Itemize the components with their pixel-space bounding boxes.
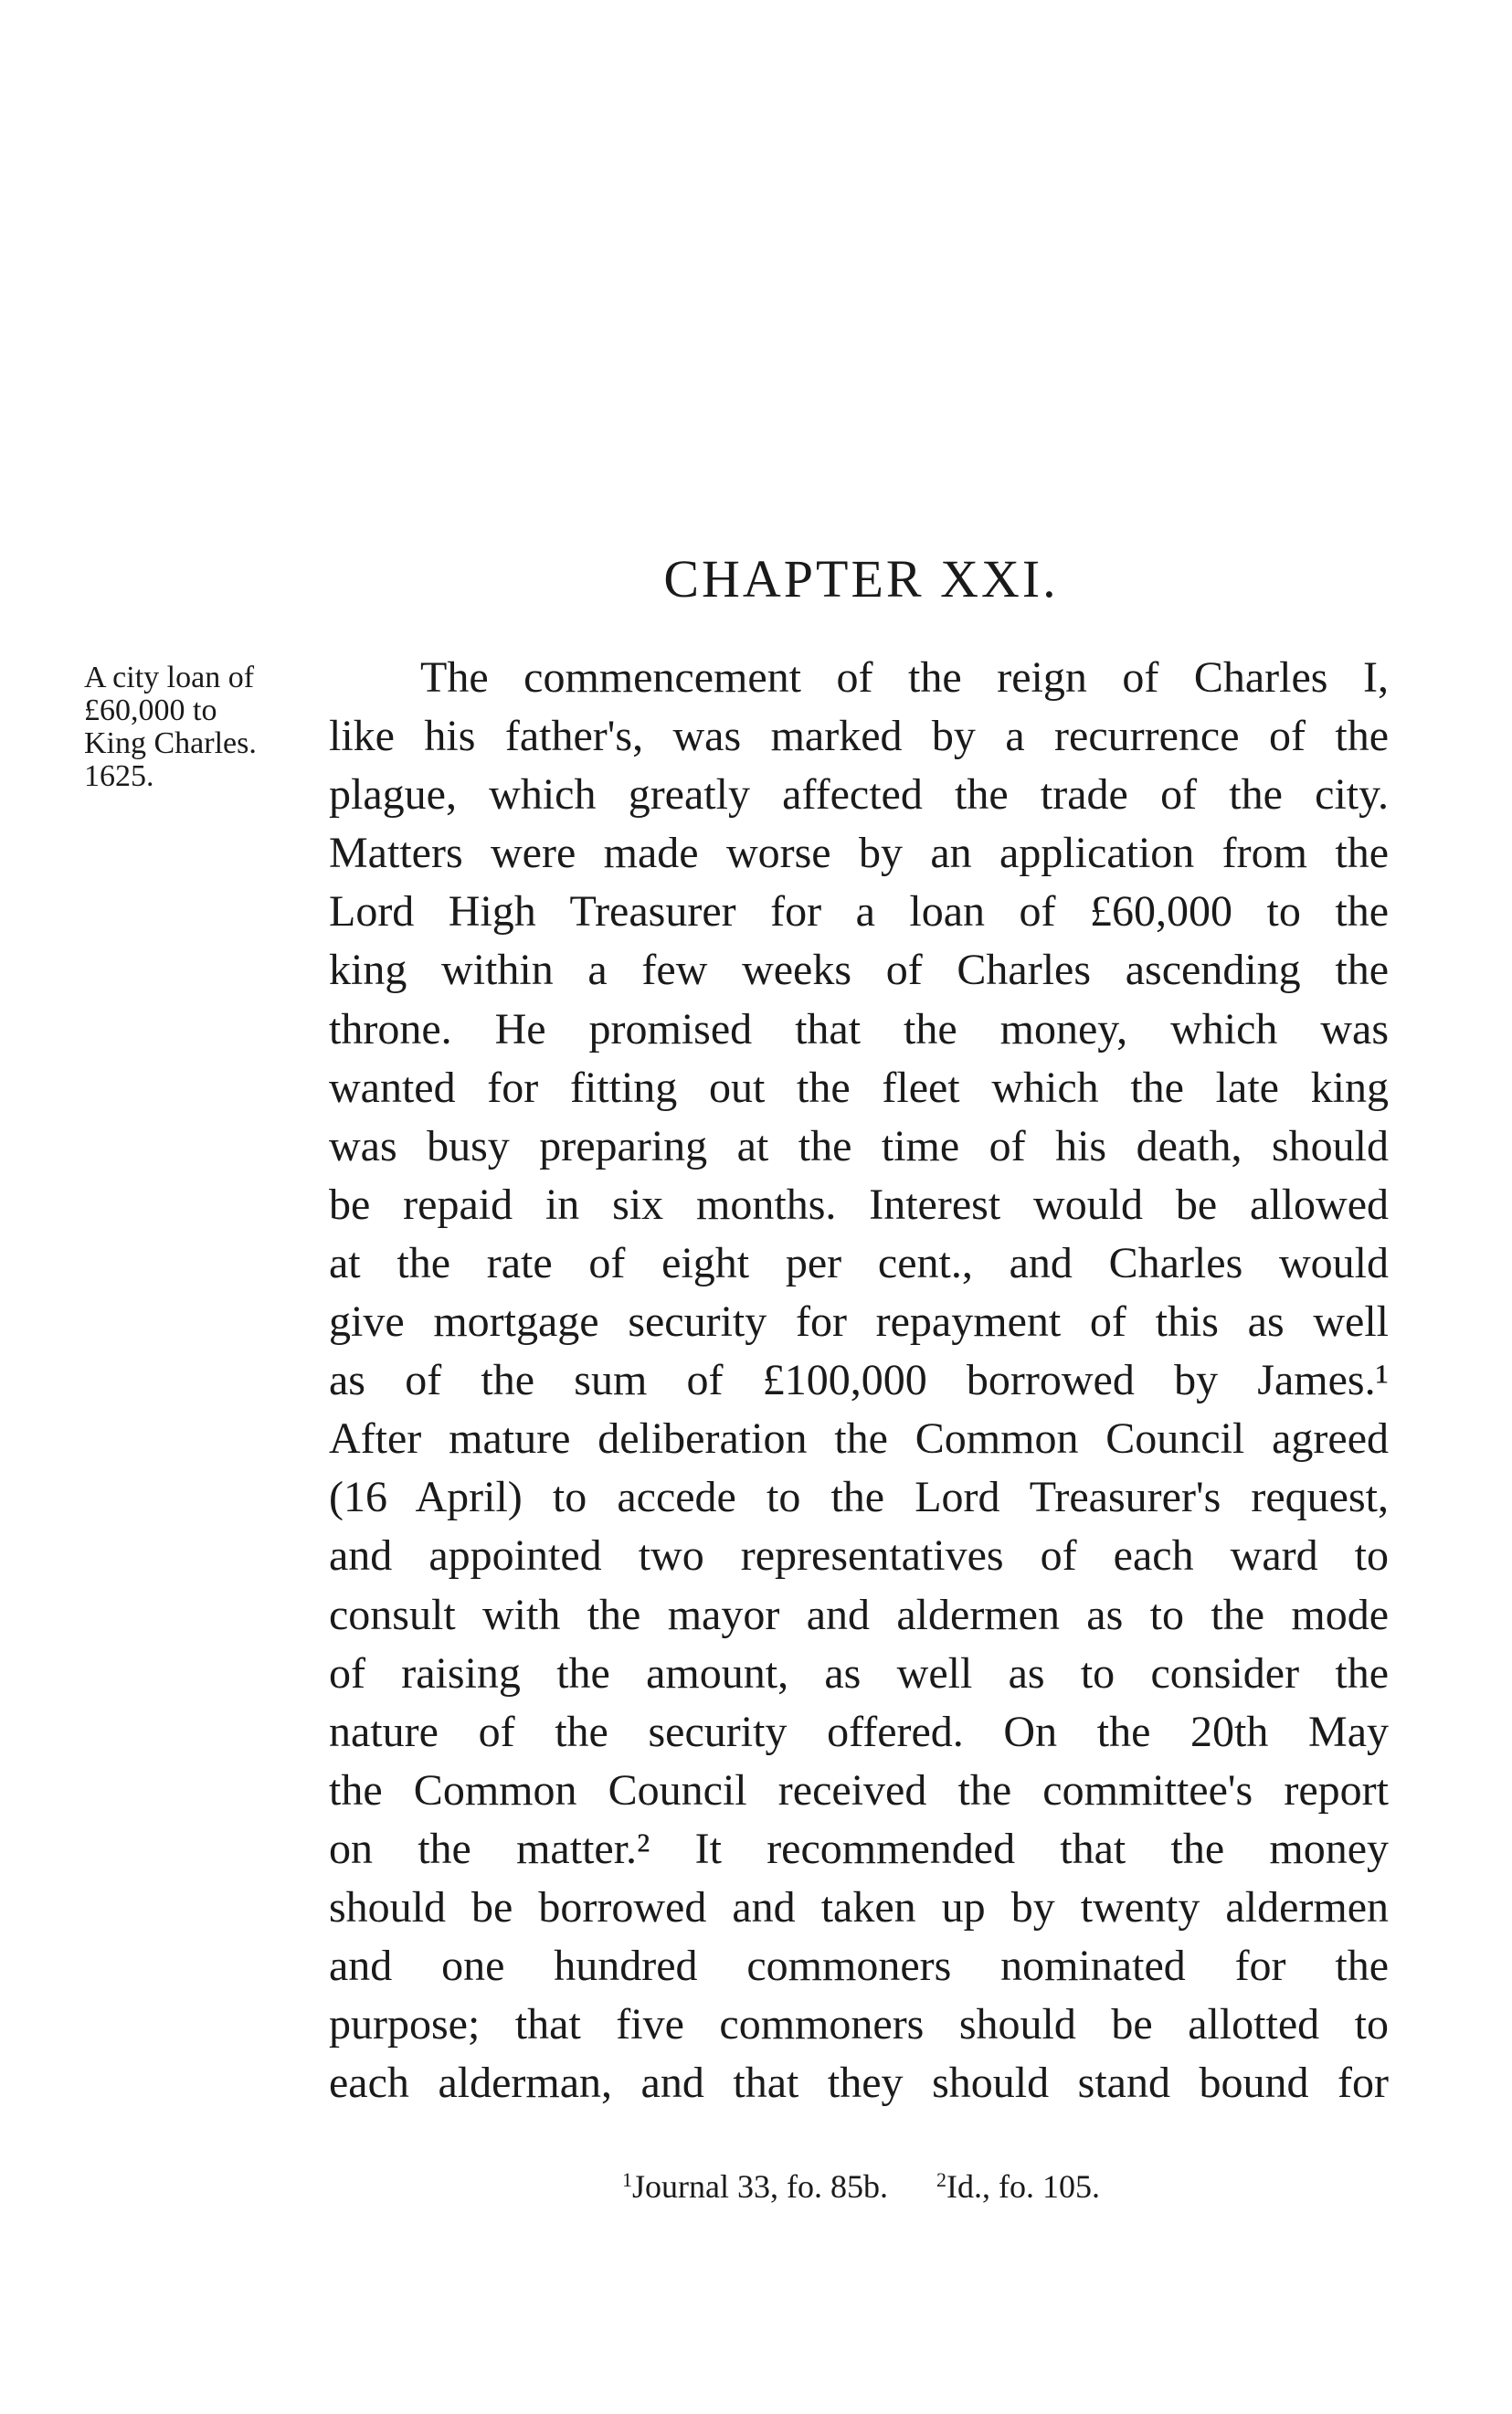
text-line: Matters were made worse by an application from the bbox=[329, 829, 1389, 878]
footnote-marker: 2 bbox=[936, 2168, 946, 2191]
text-line: plague, which greatly affected the trade of the city. bbox=[329, 770, 1389, 820]
margin-note-line: King Charles. bbox=[84, 726, 257, 760]
text-line: The commencement of the reign of Charles I, bbox=[420, 653, 1389, 702]
text-line: throne. He promised that the money, which was bbox=[329, 1004, 1389, 1053]
text-line: on the matter.² It recommended that the money bbox=[329, 1824, 1389, 1873]
text-line: at the rate of eight per cent., and Charles would bbox=[329, 1238, 1389, 1287]
text-line: like his father's, was marked by a recurrence of the bbox=[329, 712, 1389, 761]
footnote-text: Id., fo. 105. bbox=[946, 2168, 1100, 2205]
margin-note-line: A city loan of bbox=[84, 661, 255, 694]
footnote-marker: 1 bbox=[622, 2168, 633, 2191]
text-line: each alderman, and that they should stand bound for bbox=[329, 2059, 1389, 2108]
body-paragraph bbox=[329, 649, 1389, 2112]
text-line: king within a few weeks of Charles ascending the bbox=[329, 946, 1389, 995]
text-line: Lord High Treasurer for a loan of £60,000 to the bbox=[329, 887, 1389, 937]
text-line: the Common Council received the committee's report bbox=[329, 1765, 1389, 1815]
text-line: purpose; that five commoners should be allotted to bbox=[329, 2000, 1389, 2049]
footnote bbox=[622, 2170, 888, 2203]
text-line: and appointed two representatives of each ward to bbox=[329, 1531, 1389, 1581]
footnote bbox=[936, 2170, 1100, 2203]
text-line: as of the sum of £100,000 borrowed by James.¹ bbox=[329, 1356, 1389, 1405]
margin-note-line: £60,000 to bbox=[84, 693, 217, 727]
footnote-text: Journal 33, fo. 85b. bbox=[632, 2168, 888, 2205]
text-line: After mature deliberation the Common Council agreed bbox=[329, 1414, 1389, 1464]
text-line: be repaid in six months. Interest would be allowed bbox=[329, 1180, 1389, 1229]
chapter-title: CHAPTER XXI. bbox=[663, 549, 1059, 609]
text-line: of raising the amount, as well as to consider the bbox=[329, 1648, 1389, 1698]
text-line: (16 April) to accede to the Lord Treasurer's request, bbox=[329, 1473, 1389, 1522]
margin-note-line: 1625. bbox=[84, 759, 154, 793]
text-line: consult with the mayor and aldermen as to the mode bbox=[329, 1590, 1389, 1639]
margin-note bbox=[84, 662, 322, 793]
text-line: give mortgage security for repayment of this as well bbox=[329, 1297, 1389, 1347]
text-line: was busy preparing at the time of his death, should bbox=[329, 1121, 1389, 1170]
text-line: wanted for fitting out the fleet which the late king bbox=[329, 1063, 1389, 1112]
text-line: and one hundred commoners nominated for the bbox=[329, 1942, 1389, 1991]
text-line: nature of the security offered. On the 20th May bbox=[329, 1707, 1389, 1756]
footnotes bbox=[329, 2170, 1393, 2203]
text-line: should be borrowed and taken up by twenty aldermen bbox=[329, 1882, 1389, 1932]
